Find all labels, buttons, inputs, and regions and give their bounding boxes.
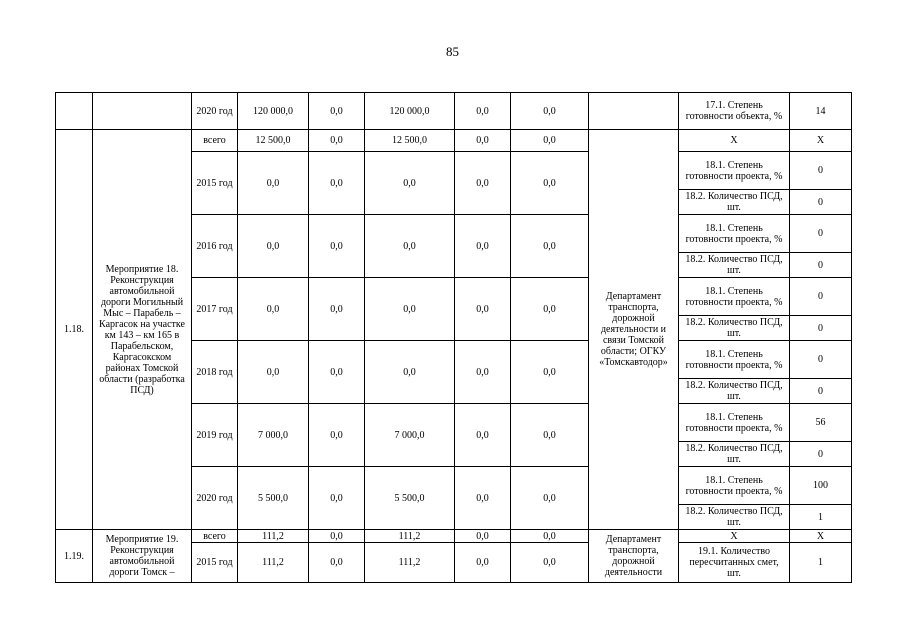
indicator-cell: 18.2. Количество ПСД, шт. bbox=[679, 379, 790, 404]
indicator-cell: 18.1. Степень готовности проекта, % bbox=[679, 278, 790, 316]
value-cell: 111,2 bbox=[365, 530, 455, 543]
value-cell: 0,0 bbox=[238, 341, 309, 404]
item-number: 1.18. bbox=[56, 130, 93, 530]
indicator-value: 56 bbox=[790, 404, 852, 442]
value-cell: 0,0 bbox=[511, 93, 589, 130]
value-cell: 0,0 bbox=[309, 278, 365, 341]
value-cell: 120 000,0 bbox=[238, 93, 309, 130]
year-cell: 2015 год bbox=[192, 543, 238, 583]
program-table bbox=[55, 92, 852, 583]
value-cell: 111,2 bbox=[238, 543, 309, 583]
value-cell: 0,0 bbox=[511, 341, 589, 404]
indicator-value: 0 bbox=[790, 253, 852, 278]
value-cell: 0,0 bbox=[511, 278, 589, 341]
value-cell: 0,0 bbox=[309, 215, 365, 278]
value-cell: 0,0 bbox=[365, 152, 455, 215]
value-cell: 0,0 bbox=[309, 467, 365, 530]
indicator-value: 0 bbox=[790, 215, 852, 253]
indicator-cell: 17.1. Степень готовности объекта, % bbox=[679, 93, 790, 130]
year-cell: 2020 год bbox=[192, 93, 238, 130]
indicator-value: Х bbox=[790, 130, 852, 152]
value-cell: 0,0 bbox=[511, 152, 589, 215]
value-cell: 0,0 bbox=[309, 152, 365, 215]
indicator-value: Х bbox=[790, 530, 852, 543]
value-cell: 0,0 bbox=[309, 404, 365, 467]
value-cell: 0,0 bbox=[309, 543, 365, 583]
indicator-cell: 18.1. Степень готовности проекта, % bbox=[679, 215, 790, 253]
indicator-cell: 18.2. Количество ПСД, шт. bbox=[679, 316, 790, 341]
page-number: 85 bbox=[446, 44, 459, 59]
indicator-cell: 18.1. Степень готовности проекта, % bbox=[679, 404, 790, 442]
executor-cell: Департамент транспорта, дорожной деятельности bbox=[589, 530, 679, 583]
indicator-value: 0 bbox=[790, 442, 852, 467]
year-cell: 2017 год bbox=[192, 278, 238, 341]
indicator-value: 0 bbox=[790, 341, 852, 379]
indicator-value: 0 bbox=[790, 278, 852, 316]
value-cell: 12 500,0 bbox=[238, 130, 309, 152]
table-row bbox=[56, 93, 852, 130]
value-cell: 0,0 bbox=[511, 404, 589, 467]
value-cell: 12 500,0 bbox=[365, 130, 455, 152]
value-cell: 0,0 bbox=[238, 152, 309, 215]
indicator-cell: 18.1. Степень готовности проекта, % bbox=[679, 341, 790, 379]
value-cell: 0,0 bbox=[455, 467, 511, 530]
indicator-cell: Х bbox=[679, 530, 790, 543]
value-cell: 0,0 bbox=[455, 130, 511, 152]
value-cell: 5 500,0 bbox=[365, 467, 455, 530]
value-cell: 0,0 bbox=[455, 152, 511, 215]
table-row bbox=[56, 130, 852, 152]
value-cell: 0,0 bbox=[511, 467, 589, 530]
year-cell: 2015 год bbox=[192, 152, 238, 215]
value-cell: 0,0 bbox=[455, 404, 511, 467]
measure-name: Мероприятие 19. Реконструкция автомобильной дороги Томск – bbox=[93, 530, 192, 583]
value-cell: 111,2 bbox=[365, 543, 455, 583]
value-cell: 111,2 bbox=[238, 530, 309, 543]
value-cell: 120 000,0 bbox=[365, 93, 455, 130]
value-cell: 0,0 bbox=[455, 530, 511, 543]
value-cell: 0,0 bbox=[511, 130, 589, 152]
year-cell: 2019 год bbox=[192, 404, 238, 467]
value-cell: 0,0 bbox=[455, 93, 511, 130]
value-cell: 0,0 bbox=[238, 278, 309, 341]
value-cell: 0,0 bbox=[365, 341, 455, 404]
executor-cell: Департамент транспорта, дорожной деятельности и связи Томской области; ОГКУ «Томскавтодор» bbox=[589, 130, 679, 530]
total-label: всего bbox=[192, 130, 238, 152]
year-cell: 2018 год bbox=[192, 341, 238, 404]
value-cell: 0,0 bbox=[309, 130, 365, 152]
value-cell: 0,0 bbox=[455, 341, 511, 404]
value-cell: 0,0 bbox=[238, 215, 309, 278]
indicator-cell: 18.1. Степень готовности проекта, % bbox=[679, 152, 790, 190]
indicator-cell: 18.2. Количество ПСД, шт. bbox=[679, 253, 790, 278]
indicator-value: 1 bbox=[790, 505, 852, 530]
indicator-value: 14 bbox=[790, 93, 852, 130]
value-cell: 0,0 bbox=[365, 278, 455, 341]
value-cell: 0,0 bbox=[309, 93, 365, 130]
total-label: всего bbox=[192, 530, 238, 543]
indicator-cell: 18.2. Количество ПСД, шт. bbox=[679, 190, 790, 215]
value-cell: 0,0 bbox=[455, 215, 511, 278]
value-cell: 0,0 bbox=[365, 215, 455, 278]
indicator-value: 1 bbox=[790, 543, 852, 583]
measure-name: Мероприятие 18. Реконструкция автомобильной дороги Могильный Мыс – Парабель – Каргасок на участке км 143 – км 165 в Парабельском, Каргасокском районах Томской области (разработка ПСД) bbox=[93, 130, 192, 530]
value-cell: 0,0 bbox=[455, 278, 511, 341]
value-cell: 0,0 bbox=[309, 341, 365, 404]
year-cell: 2016 год bbox=[192, 215, 238, 278]
indicator-cell: 18.1. Степень готовности проекта, % bbox=[679, 467, 790, 505]
value-cell: 0,0 bbox=[511, 543, 589, 583]
value-cell: 7 000,0 bbox=[365, 404, 455, 467]
table-row bbox=[56, 530, 852, 543]
indicator-cell: 19.1. Количество пересчитанных смет, шт. bbox=[679, 543, 790, 583]
value-cell: 0,0 bbox=[455, 543, 511, 583]
value-cell: 5 500,0 bbox=[238, 467, 309, 530]
value-cell: 0,0 bbox=[309, 530, 365, 543]
indicator-cell: 18.2. Количество ПСД, шт. bbox=[679, 442, 790, 467]
item-number: 1.19. bbox=[56, 530, 93, 583]
value-cell: 0,0 bbox=[511, 215, 589, 278]
indicator-cell: 18.2. Количество ПСД, шт. bbox=[679, 505, 790, 530]
year-cell: 2020 год bbox=[192, 467, 238, 530]
indicator-value: 0 bbox=[790, 316, 852, 341]
indicator-cell: Х bbox=[679, 130, 790, 152]
indicator-value: 0 bbox=[790, 190, 852, 215]
value-cell: 7 000,0 bbox=[238, 404, 309, 467]
indicator-value: 0 bbox=[790, 379, 852, 404]
indicator-value: 100 bbox=[790, 467, 852, 505]
indicator-value: 0 bbox=[790, 152, 852, 190]
value-cell: 0,0 bbox=[511, 530, 589, 543]
